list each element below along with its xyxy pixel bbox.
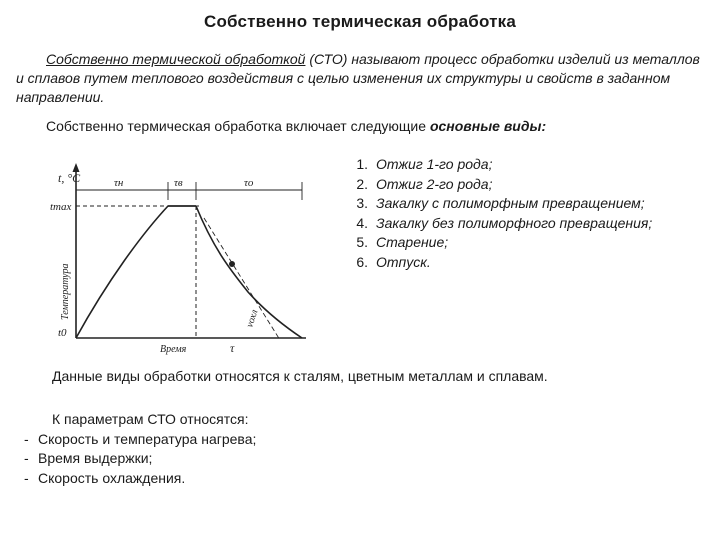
list-item-number: 2. bbox=[356, 175, 368, 192]
list-item bbox=[340, 233, 652, 253]
diagram-t0-label: t0 bbox=[58, 327, 67, 339]
treatment-types-list bbox=[340, 155, 652, 272]
types-intro-emph: основные виды: bbox=[429, 118, 547, 134]
list-item: - Скорость и температура нагрева; bbox=[24, 430, 424, 450]
diagram-tmax-label: tmax bbox=[50, 201, 72, 213]
list-item-number: 3. bbox=[356, 195, 368, 211]
list-item-label: Закалку с полиморфным превращением; bbox=[376, 195, 645, 211]
intro-term: Собственно термической обработкой bbox=[46, 51, 306, 67]
list-item-number: 1. bbox=[356, 156, 368, 172]
intro-rest: (СТО) называют процесс обработки изделий из металлов и сплавов путем теплового воздействия с целью изменения их структуры и свойств в заданном направлении. bbox=[16, 51, 700, 105]
intro-paragraph bbox=[16, 50, 710, 107]
list-item-number: 4. bbox=[356, 214, 368, 231]
list-item bbox=[340, 194, 652, 214]
list-item: - Скорость охлаждения. bbox=[24, 469, 424, 489]
parameters-block bbox=[24, 410, 424, 488]
list-item-number: 5. bbox=[356, 234, 368, 250]
list-item-number: 6. bbox=[356, 253, 368, 270]
applies-to-text: Данные виды обработки относятся к сталям, цветным металлам и сплавам. bbox=[52, 368, 548, 384]
list-item-label: Отжиг 1-го рода; bbox=[376, 156, 493, 172]
parameters-heading: К параметрам СТО относятся: bbox=[52, 411, 249, 427]
parameter-label: Время выдержки; bbox=[38, 450, 153, 466]
list-item bbox=[340, 214, 652, 234]
list-item-label: Отпуск. bbox=[376, 253, 431, 270]
diagram-y-axis-label: t, °С bbox=[58, 171, 81, 185]
list-item-label: Закалку без полиморфного превращения; bbox=[376, 214, 653, 231]
diagram-tau-cool-label: τо bbox=[244, 177, 254, 189]
diagram-tau-hold-label: τв bbox=[174, 177, 183, 189]
parameter-label: Скорость охлаждения. bbox=[38, 469, 186, 486]
parameter-label: Скорость и температура нагрева; bbox=[38, 430, 257, 447]
list-item bbox=[340, 155, 652, 175]
list-item-label: Отжиг 2-го рода; bbox=[376, 175, 493, 192]
parameters-list bbox=[24, 430, 424, 489]
diagram-y-title: Температура bbox=[60, 263, 71, 320]
list-item bbox=[340, 253, 652, 273]
diagram-tau-label: τ bbox=[230, 341, 235, 355]
diagram-tau-heat-label: τн bbox=[114, 177, 124, 189]
list-item: - Время выдержки; bbox=[24, 449, 424, 469]
page-title: Собственно термическая обработка bbox=[203, 12, 517, 31]
heat-treatment-diagram bbox=[44, 160, 334, 370]
diagram-x-title: Время bbox=[160, 344, 187, 355]
types-intro-text: Собственно термическая обработка включает следующие bbox=[46, 118, 430, 134]
list-item-label: Старение; bbox=[376, 234, 449, 250]
list-item bbox=[340, 175, 652, 195]
diagram-v-cool-label: vохл bbox=[244, 308, 261, 329]
types-intro bbox=[46, 117, 706, 136]
